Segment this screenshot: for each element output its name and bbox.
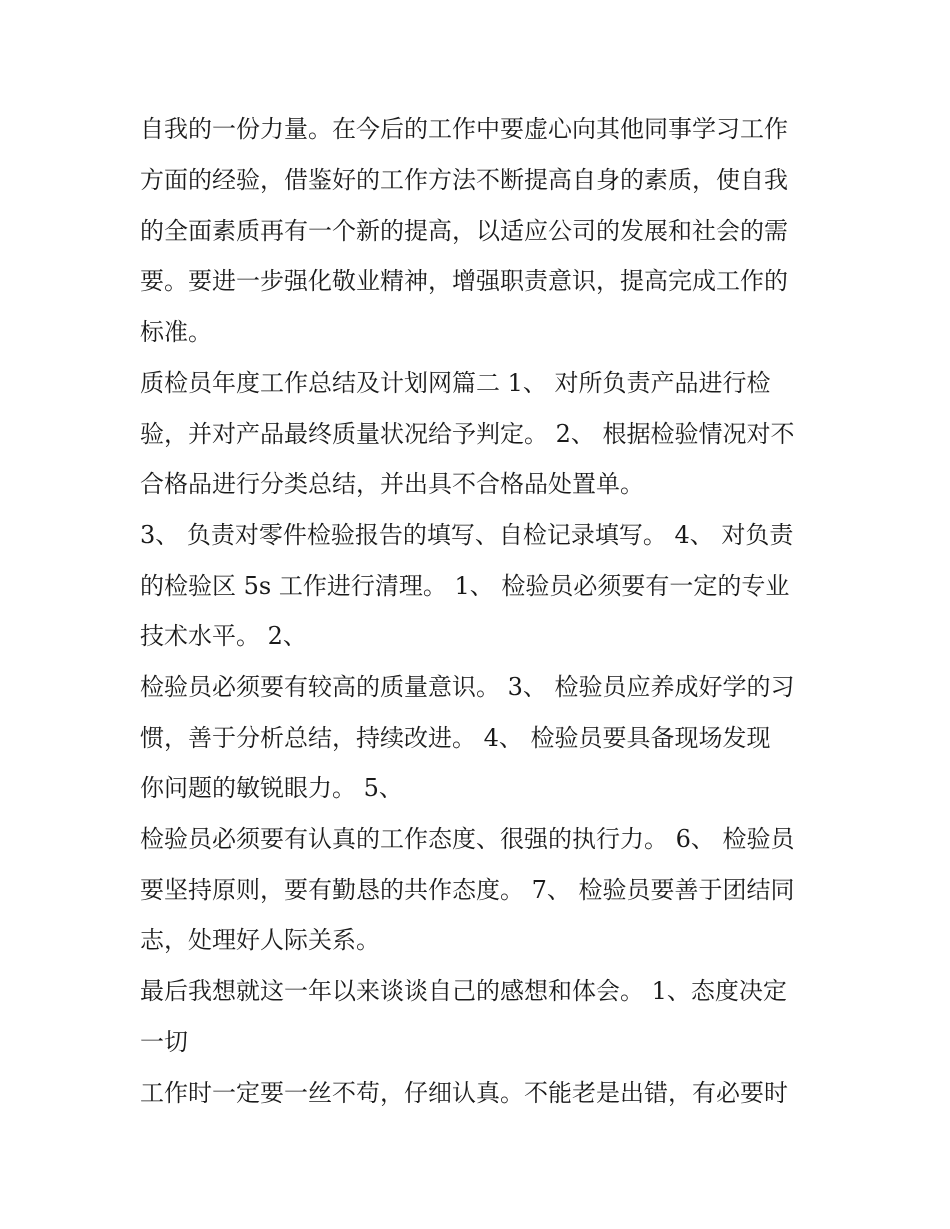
text-line: 技术水平。 2、: [140, 622, 307, 650]
text-line: 验，并对产品最终质量状况给予判定。 2、 根据检验情况对不: [140, 420, 795, 448]
text-line: 检验员必须要有认真的工作态度、很强的执行力。 6、 检验员: [140, 825, 795, 853]
text-line: 要坚持原则，要有勤恳的共作态度。 7、 检验员要善于团结同: [140, 876, 795, 904]
text-line: 检验员必须要有较高的质量意识。 3、 检验员应养成好学的习: [140, 673, 795, 701]
text-line: 自我的一份力量。在今后的工作中要虚心向其他同事学习工作: [140, 115, 788, 143]
text-line: 的检验区 5s 工作进行清理。 1、 检验员必须要有一定的专业: [140, 572, 790, 600]
text-line: 一切: [140, 1028, 188, 1056]
text-line: 你问题的敏锐眼力。 5、: [140, 774, 403, 802]
text-line: 合格品进行分类总结，并出具不合格品处置单。: [140, 470, 644, 498]
text-line: 志，处理好人际关系。: [140, 926, 380, 954]
text-line: 最后我想就这一年以来谈谈自己的感想和体会。 1、态度决定: [140, 977, 787, 1005]
text-line: 质检员年度工作总结及计划网篇二 1、 对所负责产品进行检: [140, 369, 771, 397]
text-line: 要。要进一步强化敬业精神，增强职责意识，提高完成工作的: [140, 267, 788, 295]
text-line: 的全面素质再有一个新的提高，以适应公司的发展和社会的需: [140, 217, 788, 245]
text-line: 方面的经验，借鉴好的工作方法不断提高自身的素质，使自我: [140, 166, 788, 194]
text-line: 标准。: [140, 318, 212, 346]
text-line: 工作时一定要一丝不苟，仔细认真。不能老是出错，有必要时: [140, 1079, 788, 1107]
text-line: 3、 负责对零件检验报告的填写、自检记录填写。 4、 对负责: [140, 521, 794, 549]
text-line: 惯，善于分析总结，持续改进。 4、 检验员要具备现场发现: [140, 724, 771, 752]
